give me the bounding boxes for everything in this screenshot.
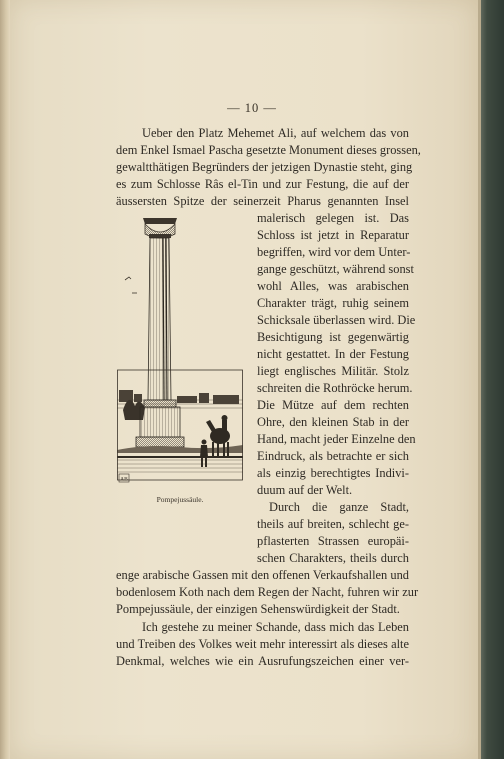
text-line: Besichtigung ist gegenwärtig [257,330,409,344]
text-line: Pompejussäule, der einzigen Sehenswürdigkeit der Stadt. [116,602,400,616]
text-line: pflasterten Strassen europäi- [257,534,409,548]
text-line: duum auf der Welt. [257,483,353,497]
text-line: malerisch gelegen ist. Das [257,211,409,225]
text-line: enge arabische Gassen mit den offenen Verkaufshallen und [116,568,409,582]
text-line: und Treiben des Volkes weit mehr interessirt als dieses alte [116,637,409,651]
text-line: bodenlosem Koth nach dem Regen der Nacht, fuhren wir zur [116,585,419,599]
figure-caption: Pompejussäule. [156,495,204,504]
text-line: Hand, macht jeder Einzelne den [257,432,416,446]
engraving-svg [117,210,243,492]
text-line: gewaltthätigen Begründers der jetzigen Dynastie steht, ging [116,160,413,174]
text-line: theils auf breiten, schlecht ge- [257,517,409,531]
text-line: nicht gestattet. In der Festung [257,347,409,361]
text-line: gange geschützt, während sonst [257,262,414,276]
text-line: dem Enkel Ismael Pascha gesetzte Monument dieses grossen, [116,143,421,157]
text-line: als einzig berechtigtes Indivi- [257,466,409,480]
engraver-monogram: AB [120,476,128,483]
pompey-pillar-illustration [117,210,243,492]
text-line: schen Charakters, theils durch [257,551,409,565]
page-number: — 10 — [227,101,277,115]
text-line: äussersten Spitze der seinerzeit Pharus genannten Insel [116,194,409,208]
text-line: begriffen, wird vor dem Unter- [257,245,411,259]
text-line: Eindruck, als betrachte er sich [257,449,409,463]
text-line: Ohre, den kleinen Stab in der [257,415,409,429]
text-line: Ueber den Platz Mehemet Ali, auf welchem das von [142,126,409,140]
text-line: liegt englisches Militär. Stolz [257,364,409,378]
text-line: Durch die ganze Stadt, [269,500,409,514]
text-line: Charakter trägt, ruhig seinem [257,296,409,310]
text-line: Schloss ist jetzt in Reparatur [257,228,409,242]
text-line: Ich gestehe zu meiner Schande, dass mich das Leben [142,620,409,634]
text-line: Schicksale überlassen wird. Die [257,313,416,327]
text-line: wohl Alles, was arabischen [257,279,409,293]
text-line: Denkmal, welches wie ein Ausrufungszeichen einer ver- [116,654,409,668]
text-line: schreiten die Rothröcke herum. [257,381,413,395]
text-line: Die Mütze auf dem rechten [257,398,409,412]
text-line: es zum Schlosse Râs el-Tin und zur Festung, die auf der [116,177,409,191]
